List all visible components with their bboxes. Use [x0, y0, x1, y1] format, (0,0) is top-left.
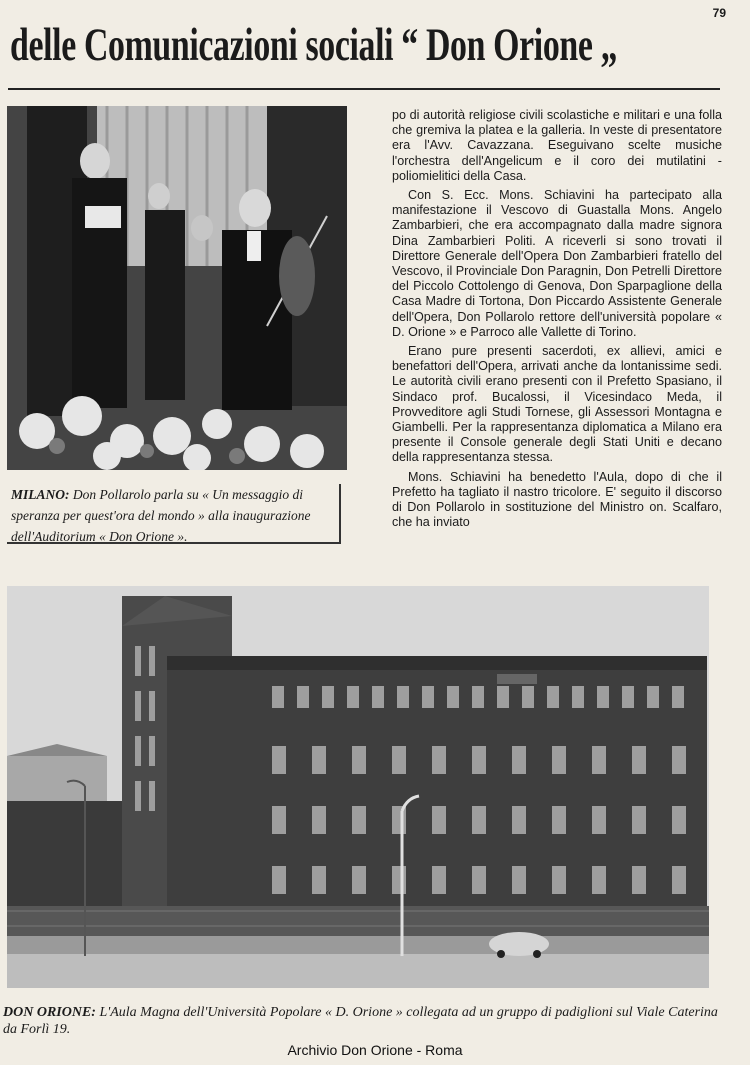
page-number: 79	[712, 6, 726, 20]
photo-university-building-image	[7, 586, 709, 988]
page-headline: delle Comunicazioni sociali “ Don Orione „	[10, 19, 618, 71]
archive-footer: Archivio Don Orione - Roma	[287, 1042, 463, 1058]
photo-university-building	[7, 586, 709, 988]
photo-top-caption	[7, 484, 341, 544]
article-column	[392, 108, 722, 534]
article-paragraph: Mons. Schiavini ha benedetto l'Aula, dopo di che il Prefetto ha tagliato il nastro tricolore. E' seguito il discorso di Don Pollarolo in sostituzione del Ministro on. Scalfaro, che ha inviato	[392, 469, 722, 530]
headline-rule	[8, 88, 720, 90]
photo-speaker-podium-image	[7, 106, 347, 470]
article-paragraph: Con S. Ecc. Mons. Schiavini ha partecipato alla manifestazione il Vescovo di Guastalla Mons. Angelo Zambarbieri, che era accompagnato dalla madre signora Dina Zambarbieri Politi. A riceverli si sono trovati il Direttore Generale dell'Opera Don Zambarbieri fratello del Vescovo, il Provinciale Don Paragnin, Don Petrelli Direttore del Piccolo Cottolengo di Genova, Don Sparpaglione della Casa Madre di Tortona, Don Piccardo Assistente Generale dell'Opera, Don Pollarolo rettore dell'università popolare « D. Orione » e Parroco alle Vallette di Torino.	[392, 188, 722, 339]
photo-top-caption-lead: MILANO:	[11, 487, 70, 502]
photo-bottom-caption	[3, 1004, 728, 1038]
photo-bottom-caption-text: L'Aula Magna dell'Università Popolare « D. Orione » collegata ad un gruppo di padiglioni sul Viale Caterina da Forlì 19.	[3, 1005, 718, 1037]
photo-top-caption-text: Don Pollarolo parla su « Un messaggio di speranza per quest'ora del mondo » alla inaugurazione dell'Auditorium « Don Orione ».	[11, 487, 311, 544]
article-paragraph: Erano pure presenti sacerdoti, ex allievi, amici e benefattori dell'Opera, arrivati anche da lontanissime sedi. Le autorità civili erano presenti con il Prefetto Spasiano, il Sindaco prof. Bucalossi, il Vicesindaco Meda, il Provveditore agli Studi Tornese, gli Assessori Montagna e Giambelli. Per la rappresentanza diplomatica a Milano era presente il Console generale degli Stati Uniti e decano della rappresentanza stessa.	[392, 344, 722, 465]
article-paragraph: po di autorità religiose civili scolastiche e militari e una folla che gremiva la platea e la galleria. In veste di presentatore era l'Avv. Cavazzana. Eseguivano scelte musiche l'orchestra dell'Angelicum e il coro dei mutilatini - poliomielitici della Casa.	[392, 108, 722, 183]
photo-speaker-podium	[7, 106, 347, 470]
photo-bottom-caption-lead: DON ORIONE:	[3, 1005, 96, 1020]
